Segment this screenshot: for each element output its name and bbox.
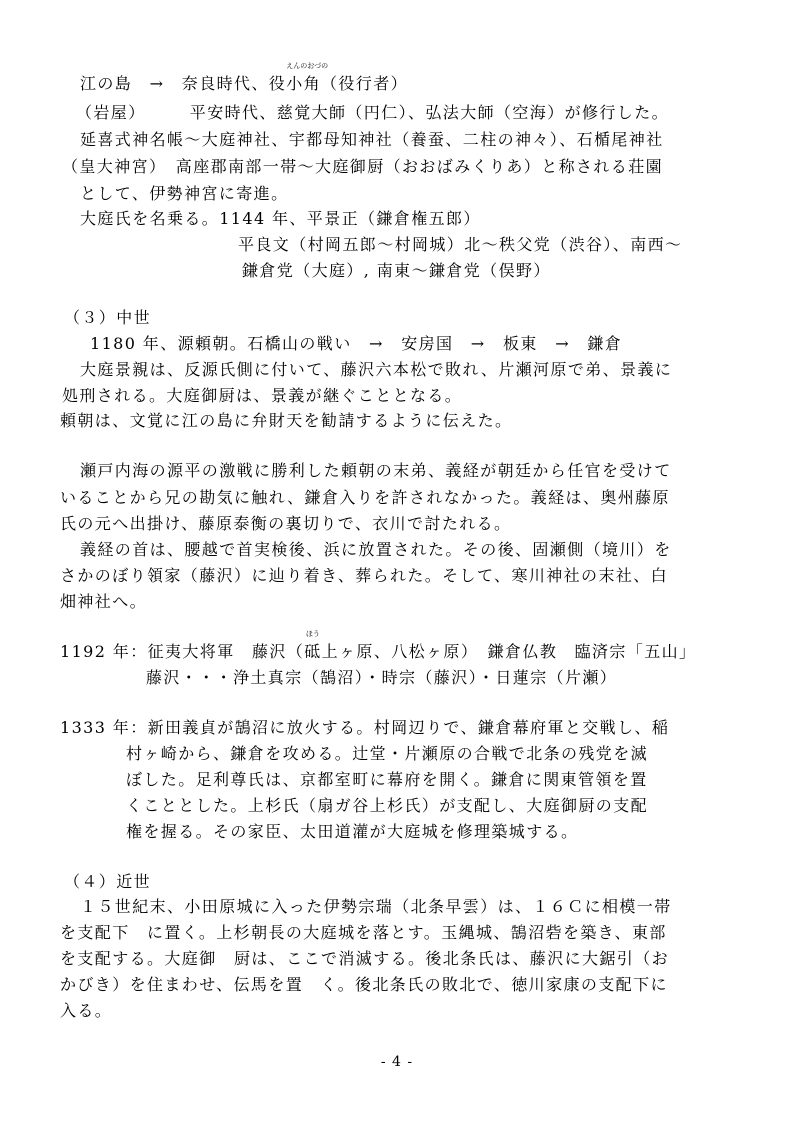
text-line: くこととした。上杉氏（扇ガ谷上杉氏）が支配し、大庭御厨の支配 [126, 796, 649, 815]
text-line: 延喜式神名帳～大庭神社、宇都母知神社（養蚕、二柱の神々）、石楯尾神社 [80, 130, 664, 149]
page-number: - 4 - [380, 1054, 414, 1070]
text-line: 権を握る。その家臣、太田道灌が大庭城を修理築城する。 [126, 822, 579, 841]
text-line: さかのぼり領家（藤沢）に辿り着き、葬られた。そして、寒川神社の末社、白 [60, 566, 669, 585]
text-line: 1192 年：征夷大将軍 藤沢（ ほう 砥上ヶ原、八松ヶ原） 鎌倉仏教 臨済宗「五山」 [60, 640, 696, 664]
text-line: 江の島 → 奈良時代、役 えんのおづの 小角（役行者） [80, 72, 408, 96]
text-line: を支配する。大庭御 厨は、ここで消滅する。後北条氏は、藤沢に大鋸引（お [60, 949, 670, 968]
text-line: 瀬戸内海の源平の激戦に勝利した頼朝の末弟、義経が朝廷から任官を受けて [80, 461, 672, 480]
text-line: 入る。 [60, 1001, 113, 1020]
text-line: 1333 年：新田義貞が鵠沼に放火する。村岡辺りで、鎌倉幕府軍と交戦し、稲 [60, 718, 670, 737]
text-line: （皇大神宮） 高座郡南部一帯～大庭御厨（おおばみくりあ）と称される荘園 [62, 157, 664, 176]
text-line: 平良文（村岡五郎～村岡城）北～秩父党（渋谷）、南西～ [238, 235, 683, 254]
text-line: かびき）を住まわせ、伝馬を置 く。後北条氏の敗北で、徳川家康の支配下に [60, 975, 668, 994]
text-line: 頼朝は、文覚に江の島に弁財天を勧請するように伝えた。 [60, 411, 513, 430]
text-line: 1180 年、源頼朝。石橋山の戦い → 安房国 → 板東 → 鎌倉 [90, 334, 623, 353]
text-line: 大庭氏を名乗る。1144 年、平景正（鎌倉権五郎） [80, 209, 481, 228]
text-line: を支配下 に置く。上杉朝長の大庭城を落とす。玉縄城、鵠沼砦を築き、東部 [60, 923, 667, 942]
furigana: ほう [305, 630, 320, 638]
text-line: 処刑される。大庭御厨は、景義が継ぐこととなる。 [62, 386, 463, 405]
text-line: 藤沢・・・浄土真宗（鵠沼）・時宗（藤沢）・日蓮宗（片瀬） [146, 668, 618, 687]
ruby-annotated-word: ほう 砥 [304, 630, 322, 661]
text-line: 氏の元へ出掛け、藤原泰衡の裏切りで、衣川で討たれる。 [60, 514, 512, 533]
text-line: いることから兄の勘気に触れ、鎌倉入りを許されなかった。義経は、奥州藤原 [60, 488, 670, 507]
text-line: １５世紀末、小田原城に入った伊勢宗瑞（北条早雲）は、１６Ｃに相模一帯 [80, 897, 672, 916]
text-line: として、伊勢神宮に寄進。 [80, 184, 289, 203]
text-line: ぼした。足利尊氏は、京都室町に幕府を開く。鎌倉に関東管領を置 [126, 770, 648, 789]
text-line: 畑神社へ。 [60, 592, 148, 611]
section-heading: （４）近世 [64, 872, 152, 891]
section-heading: （３）中世 [64, 308, 152, 327]
text-line: （岩屋） 平安時代、慈覚大師（円仁）、弘法大師（空海）が修行した。 [76, 103, 670, 122]
text-line: 村ヶ崎から、鎌倉を攻める。辻堂・片瀬原の合戦で北条の残党を滅 [126, 744, 649, 763]
text-line: 義経の首は、腰越で首実検後、浜に放置された。その後、固瀬側（境川）を [80, 540, 672, 559]
text-line: 大庭景親は、反源氏側に付いて、藤沢六本松で敗れ、片瀬河原で弟、景義に [80, 360, 673, 379]
furigana: えんのおづの [286, 62, 329, 70]
ruby-annotated-word: えんのおづの 小角 [286, 62, 329, 93]
text-line: 鎌倉党（大庭）, 南東～鎌倉党（俣野） [242, 261, 551, 280]
